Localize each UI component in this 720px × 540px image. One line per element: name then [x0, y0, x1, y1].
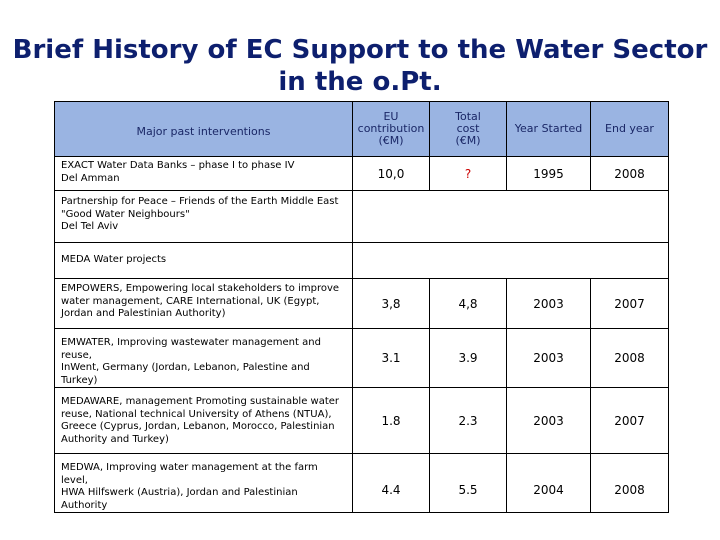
desc-line: MEDAWARE, management Promoting sustainable water	[61, 396, 340, 407]
header-eu-line-3: (€M)	[378, 134, 404, 147]
table-row	[55, 279, 669, 329]
desc-line: MEDWA, Improving water management at the farm level,	[61, 462, 318, 486]
header-eu-contribution	[353, 102, 430, 157]
desc-line: Jordan and Palestinian Authority)	[61, 308, 226, 319]
table-row	[55, 243, 669, 279]
eu-contribution-cell: 3,8	[353, 279, 430, 329]
desc-line: Turkey)	[61, 374, 98, 386]
year-started-cell: 2003	[507, 388, 591, 454]
row-description	[55, 279, 353, 329]
interventions-table	[54, 101, 669, 513]
desc-line: EMWATER, Improving wastewater management and reuse,	[61, 337, 321, 361]
desc-line: Partnership for Peace – Friends of the Earth Middle East	[61, 196, 339, 207]
total-cost-cell: 4,8	[430, 279, 507, 329]
desc-line: EMPOWERS, Empowering local stakeholders to improve	[61, 283, 340, 294]
desc-line: "Good Water Neighbours"	[61, 208, 190, 220]
end-year-cell: 2007	[591, 388, 669, 454]
year-started-cell: 2003	[507, 279, 591, 329]
header-eu-line-2: contribution	[357, 122, 425, 135]
total-cost-cell: ?	[430, 157, 507, 191]
row-description	[55, 243, 353, 279]
desc-line: reuse, National technical University of Athens (NTUA),	[61, 408, 332, 420]
row-description	[55, 157, 353, 191]
table-row	[55, 157, 669, 191]
eu-contribution-cell: 3.1	[353, 329, 430, 388]
desc-line: MEDA Water projects	[61, 254, 167, 266]
table-row	[55, 454, 669, 513]
title-line-1: Brief History of EC Support to the Water Sector	[12, 35, 708, 65]
table-row	[55, 388, 669, 454]
desc-line: Authority and Turkey)	[61, 433, 169, 445]
desc-line: InWent, Germany (Jordan, Lebanon, Palestine and	[61, 362, 310, 373]
empty-value-cell	[353, 243, 669, 279]
desc-line: EXACT Water Data Banks – phase I to phase IV	[61, 160, 295, 171]
row-description	[55, 329, 353, 388]
end-year-cell: 2008	[591, 454, 669, 513]
year-started-cell: 2003	[507, 329, 591, 388]
year-started-cell: 1995	[507, 157, 591, 191]
header-total-line-2: cost	[456, 122, 480, 135]
desc-line: HWA Hilfswerk (Austria), Jordan and Palestinian Authority	[61, 487, 298, 511]
header-total-line-3: (€M)	[455, 134, 481, 147]
desc-line: Greece (Cyprus, Jordan, Lebanon, Morocco, Palestinian	[61, 421, 335, 432]
title-line-2: in the o.Pt.	[278, 67, 442, 97]
header-eu-line-1: EU	[383, 110, 399, 123]
end-year-cell: 2007	[591, 279, 669, 329]
total-cost-cell: 2.3	[430, 388, 507, 454]
table-row	[55, 329, 669, 388]
row-description	[55, 388, 353, 454]
eu-contribution-cell: 10,0	[353, 157, 430, 191]
desc-line: Del Tel Aviv	[61, 221, 119, 232]
header-total-line-1: Total	[455, 110, 481, 123]
table-row	[55, 191, 669, 243]
eu-contribution-cell: 4.4	[353, 454, 430, 513]
header-year-started: Year Started	[507, 102, 591, 157]
empty-value-cell	[353, 191, 669, 243]
eu-contribution-cell: 1.8	[353, 388, 430, 454]
row-description	[55, 191, 353, 243]
slide-title	[0, 34, 720, 98]
row-description	[55, 454, 353, 513]
end-year-cell: 2008	[591, 329, 669, 388]
header-interventions: Major past interventions	[55, 102, 353, 157]
year-started-cell: 2004	[507, 454, 591, 513]
desc-line: water management, CARE International, UK (Egypt,	[61, 295, 320, 307]
total-cost-cell: 3.9	[430, 329, 507, 388]
total-cost-cell: 5.5	[430, 454, 507, 513]
interventions-table-container	[54, 101, 668, 513]
desc-line: Del Amman	[61, 172, 120, 184]
header-end-year: End year	[591, 102, 669, 157]
table-header-row	[55, 102, 669, 157]
end-year-cell: 2008	[591, 157, 669, 191]
header-total-cost	[430, 102, 507, 157]
